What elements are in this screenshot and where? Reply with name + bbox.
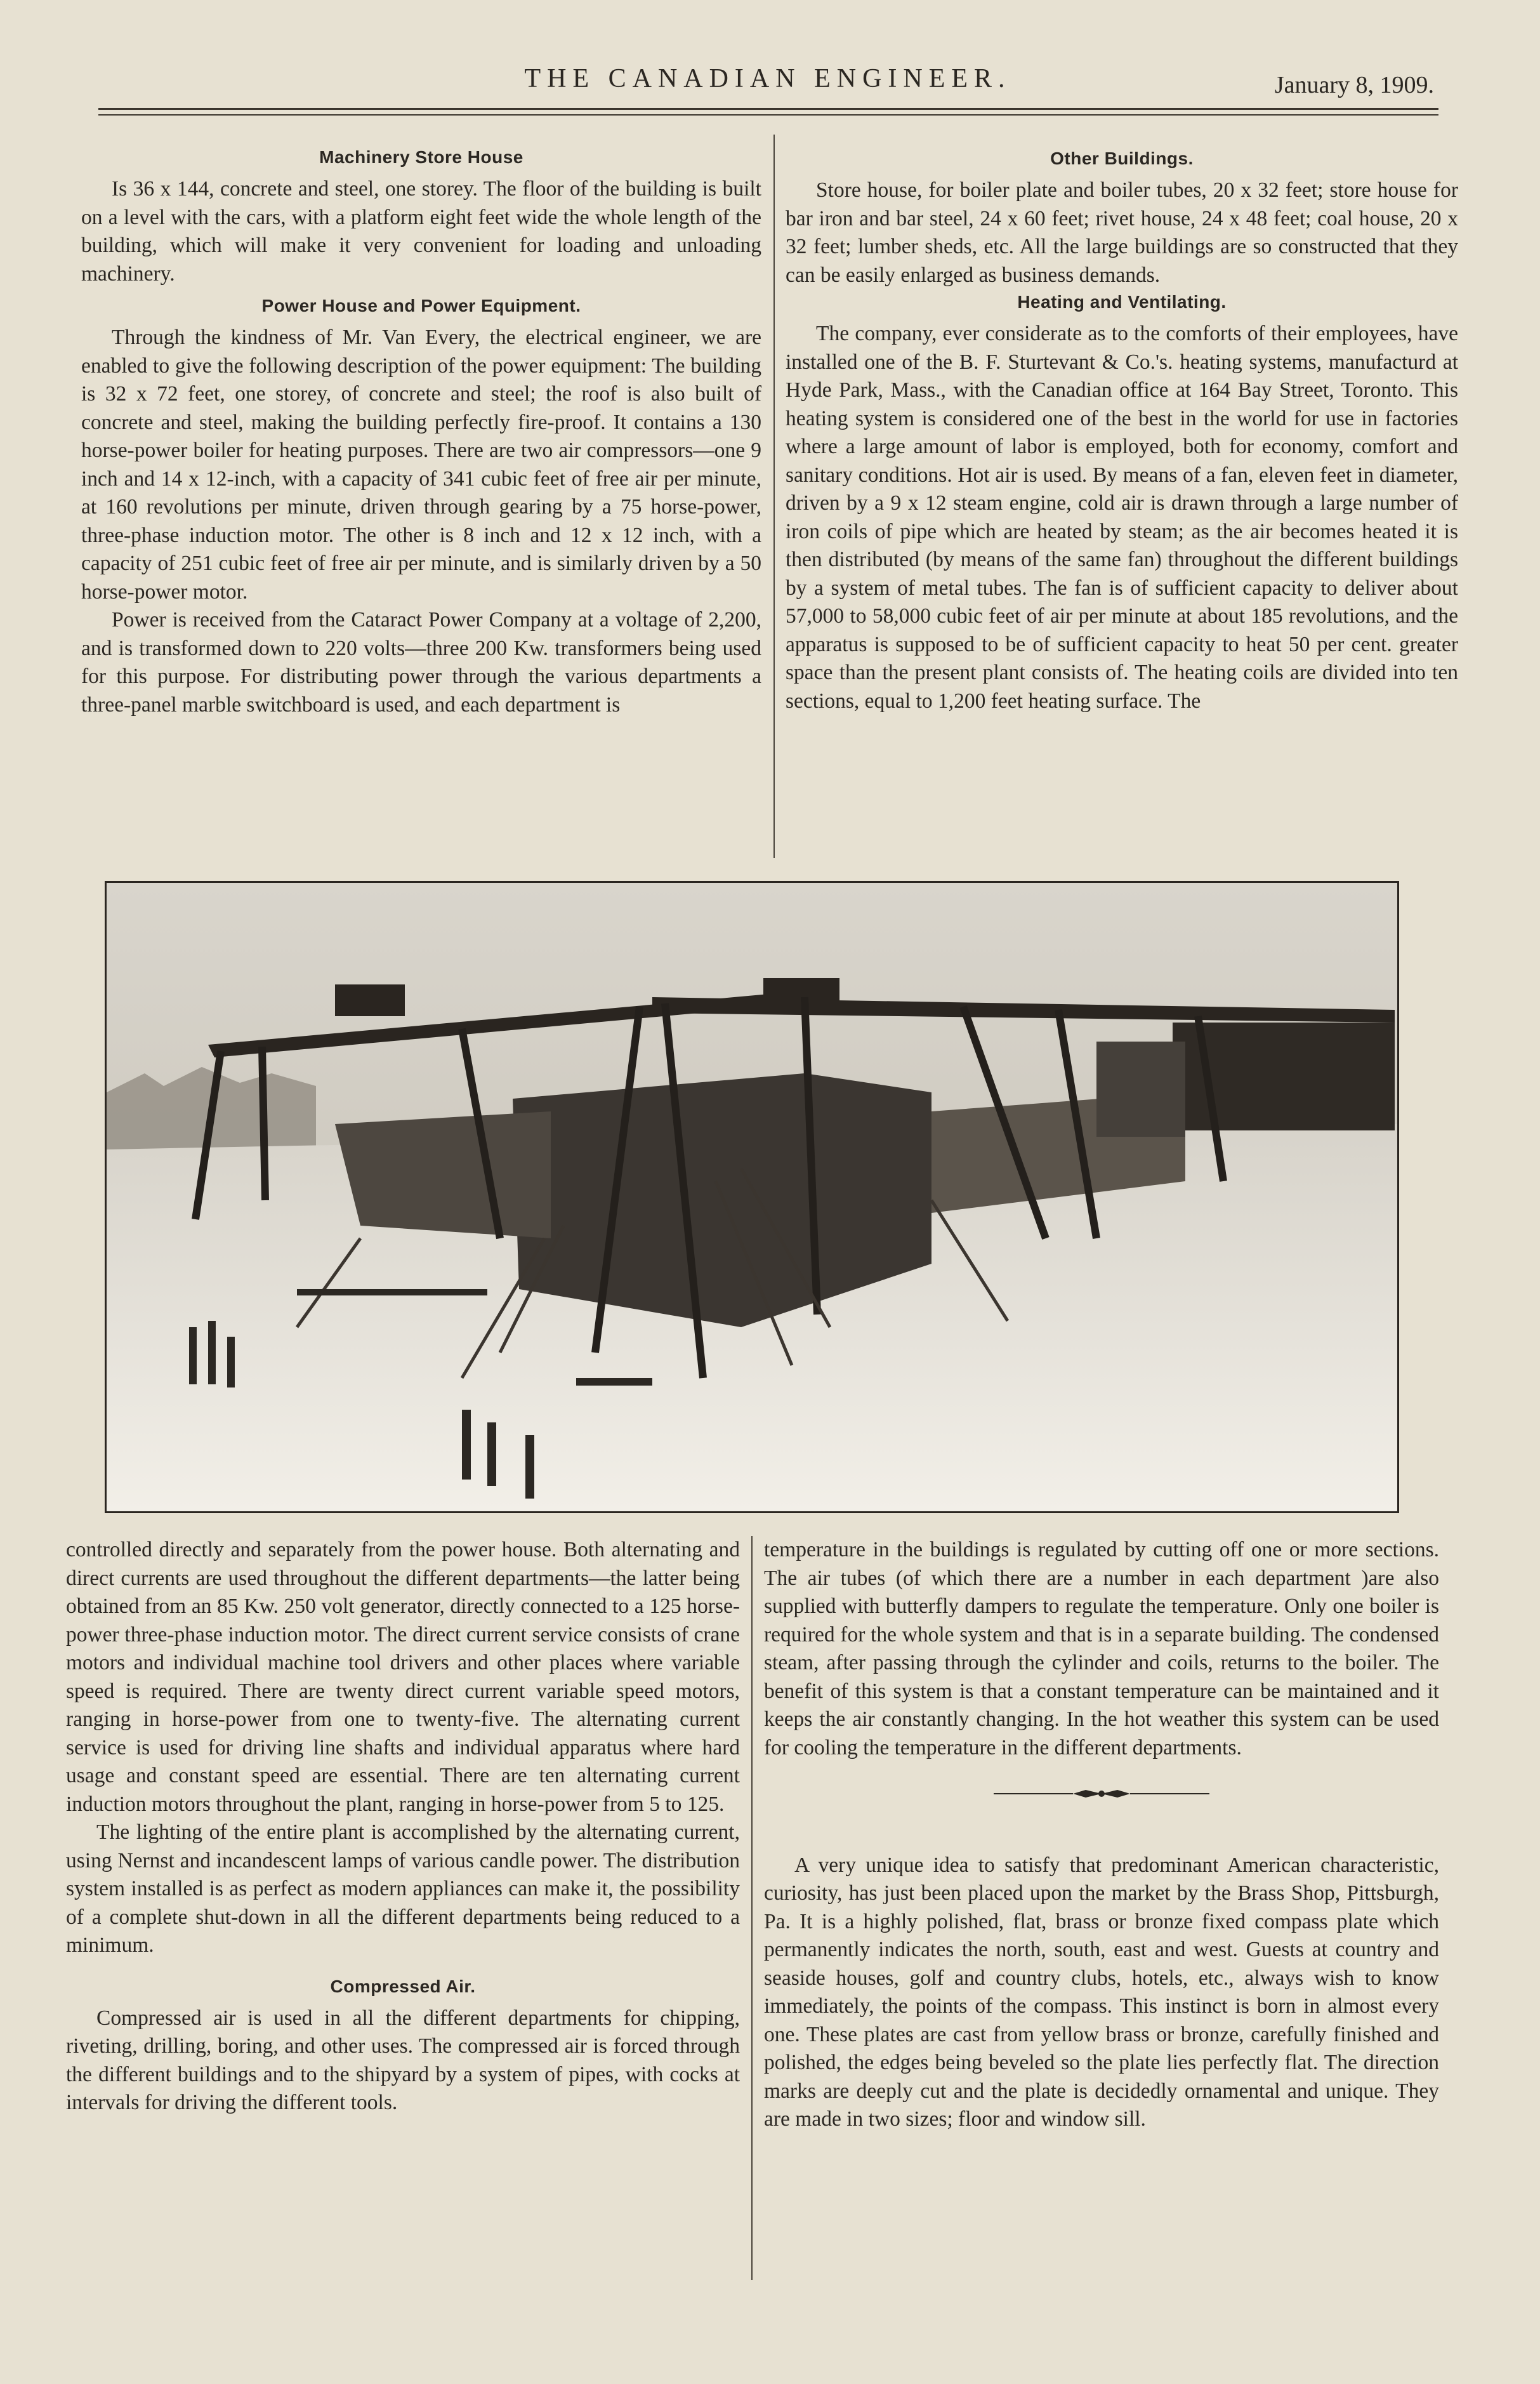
paragraph-heating-system: The company, ever considerate as to the comforts of their employees, have installed one of the B. F. Sturtevant & Co.'s. heating systems, manufacturd at Hyde Park, Mass., with the Canadian office at 164 Bay Street, Toronto. This heating system is considered one of the best in the world for use in factories where a large amount of labor is employed, both for economy, comfort and sanitary conditions. Hot air is used. By means of a fan, eleven feet in diameter, driven by a 9 x 12 steam engine, cold air is drawn through a large number of iron coils of pipe which are heated by steam; as the air becomes heated it is then distributed (by means of the same fan) throughout the different buildings by a system of metal tubes. The fan is of sufficient capacity to deliver about 57,000 to 58,000 cubic feet of air per minute at about 185 revolutions, and the apparatus is supposed to be of sufficient capacity to heat 50 per cent. greater space than the present plant consists of. The heating coils are divided into ten sections, equal to 1,200 feet heating surface. The	[786, 322, 1458, 713]
column-divider-top	[773, 135, 775, 858]
shipyard-photograph	[105, 881, 1399, 1513]
publication-title: THE CANADIAN ENGINEER.	[524, 64, 1011, 93]
header-rule-bottom	[98, 114, 1438, 116]
paragraph-power-equipment: Through the kindness of Mr. Van Every, the electrical engineer, we are enabled to give the following description of the power equipment: The building is 32 x 72 feet, one storey, of concrete and steel; the roof is also built of concrete and steel, making the building perfectly fire-proof. It contains a 130 horse-power boiler for heating purposes. There are two air compressors—one 9 inch and 14 x 12-inch, with a capacity of 341 cubic feet of free air per minute, at 160 revolutions per minute, driven through gearing by a 75 horse-power, three-phase induction motor. The other is 8 inch and 12 x 12 inch, with a capacity of 251 cubic feet of free air per minute, and is similarly driven by a 50 horse-power motor.	[81, 326, 761, 604]
column-bottom-left	[66, 1536, 740, 2117]
heading-machinery-store-house: Machinery Store House	[319, 147, 523, 167]
paragraph-temperature-regulation: temperature in the buildings is regulated by cutting off one or more sections. The air tubes (of which there are a number in each department )are also supplied with butterfly dampers to regulate the temperature. Only one boiler is required for the whole system and that is in a separate building. The condensed steam, after passing through the cylinder and coils, returns to the boiler. The benefit of this system is that a constant temperature can be maintained and it keeps the air constantly changing. In the hot weather this system can be used for cooling the temperature in the different departments.	[764, 1538, 1439, 1759]
heading-power-house: Power House and Power Equipment.	[261, 296, 581, 315]
column-bottom-right	[764, 1536, 1439, 2134]
column-top-right	[786, 141, 1458, 715]
header-rule-top	[98, 108, 1438, 110]
ornamental-rule-icon	[994, 1787, 1209, 1800]
issue-date: January 8, 1909.	[1274, 72, 1434, 98]
paragraph-compressed-air: Compressed air is used in all the different departments for chipping, riveting, drilling, boring, and other uses. The compressed air is forced through the different buildings and to the shipyard by a system of pipes, with cocks at intervals for driving the different tools.	[66, 2006, 740, 2114]
paragraph-current-service: controlled directly and separately from the power house. Both alternating and direct currents are used throughout the different departments—the latter being obtained from an 85 Kw. 250 volt generator, directly connected to a 125 horse-power three-phase induction motor. The direct current service consists of crane motors and individual machine tool drivers and other places where variable speed is required. There are twenty direct current variable speed motors, ranging in horse-power from one to twenty-five. The alternating current service is used for driving line shafts and individual apparatus where hard usage and constant speed are essential. There are ten alternating current induction motors throughout the plant, ranging in horse-power from 5 to 125.	[66, 1538, 740, 1816]
heading-compressed-air: Compressed Air.	[330, 1976, 476, 1996]
heading-other-buildings: Other Buildings.	[1050, 149, 1194, 168]
paragraph-machinery-store-house: Is 36 x 144, concrete and steel, one storey. The floor of the building is built on a level with the cars, with a platform eight feet wide the whole length of the building, which will make it very convenient for loading and unloading machinery.	[81, 177, 761, 286]
column-divider-bottom	[751, 1536, 753, 2280]
section-divider-ornament	[764, 1780, 1439, 1808]
paragraph-lighting: The lighting of the entire plant is accomplished by the alternating current, using Nernst and incandescent lamps of various candle power. The distribution system installed is as perfect as modern appliances can make it, the possibility of a complete shut-down in all the different departments being reduced to a minimum.	[66, 1820, 740, 1957]
shipyard-photo-illustration	[107, 883, 1397, 1511]
paragraph-other-buildings: Store house, for boiler plate and boiler tubes, 20 x 32 feet; store house for bar iron and bar steel, 24 x 60 feet; rivet house, 24 x 48 feet; coal house, 20 x 32 feet; lumber sheds, etc. All the large buildings are so constructed that they can be easily enlarged as business demands.	[786, 178, 1458, 287]
column-top-left	[81, 140, 761, 719]
heading-heating-ventilating: Heating and Ventilating.	[1017, 292, 1227, 312]
paragraph-power-distribution: Power is received from the Cataract Power Company at a voltage of 2,200, and is transformed down to 220 volts—three 200 Kw. transformers being used for this purpose. For distributing power through the various departments a three-panel marble switchboard is used, and each department is	[81, 608, 761, 717]
paragraph-compass-plate: A very unique idea to satisfy that predominant American characteristic, curiosity, has just been placed upon the market by the Brass Shop, Pittsburgh, Pa. It is a highly polished, flat, brass or bronze fixed compass plate which permanently indicates the north, south, east and west. Guests at country and seaside houses, golf and country clubs, hotels, etc., always wish to know immediately, the points of the compass. This instinct is born in almost every one. These plates are cast from yellow brass or bronze, carefully finished and polished, the edges being beveled so the plate lies perfectly flat. The direction marks are deeply cut and the plate is decidedly ornamental and unique. They are made in two sizes; floor and window sill.	[764, 1853, 1439, 2131]
